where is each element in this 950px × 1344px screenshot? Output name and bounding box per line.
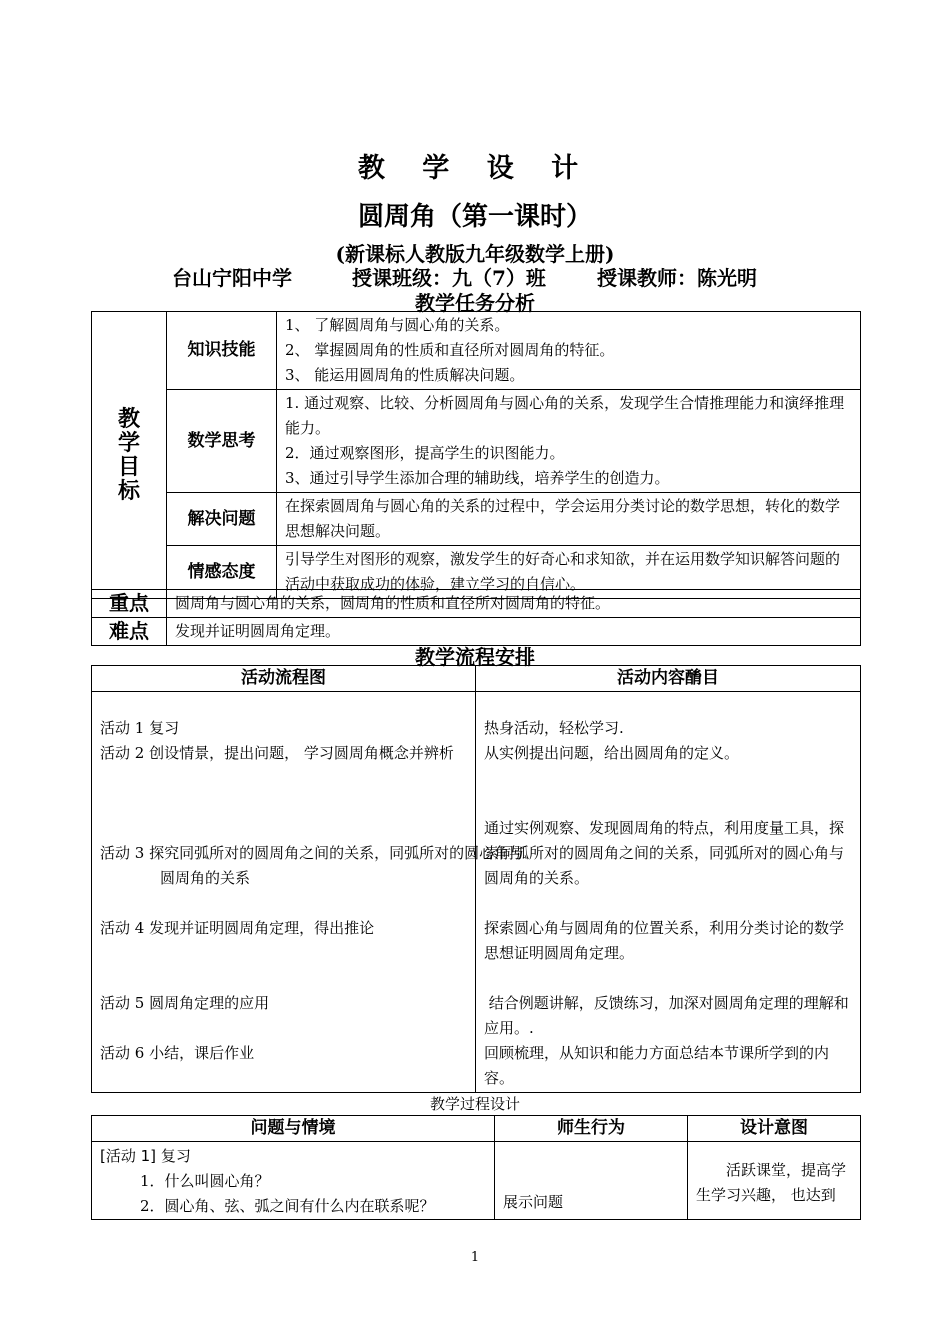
content-3: 通过实例观察、发现圆周角的特点，利用度量工具，探索同弧所对的圆周角之间的关系，同弧所对的圆心角与圆周角的关系。 — [484, 819, 845, 887]
key-points-table — [91, 589, 861, 646]
lesson-title: 圆周角（第一课时） — [357, 202, 592, 232]
attitude-content: 引导学生对图形的观察，激发学生的好奇心和求知欲，并在运用数学知识解答问题的活动中获取成功的体验，建立学习的自信心。 — [277, 546, 861, 599]
key-point-content: 圆周角与圆心角的关系，圆周角的性质和直径所对圆周角的特征。 — [167, 590, 861, 618]
teacher-info: 授课教师：陈光明 — [597, 266, 757, 290]
content-2: 从实例提出问题，给出圆周角的定义。 — [484, 744, 740, 762]
flow-col2-header: 活动内容酳目 — [476, 666, 861, 692]
process-table — [91, 1115, 861, 1220]
activity-6: 活动 6 小结，课后作业 — [100, 1044, 255, 1062]
activity-5: 活动 5 圆周角定理的应用 — [100, 994, 270, 1012]
process-behavior-cell: 展示问题 — [495, 1142, 688, 1220]
edition-line: (新课标人教版九年级数学上册) — [335, 242, 615, 266]
question-1: 1．什么叫圆心角？ — [140, 1172, 270, 1190]
content-6: 回顾梳理，从知识和能力方面总结本节课所学到的内容。 — [484, 1044, 830, 1087]
difficulty-label: 难点 — [92, 618, 167, 646]
knowledge-skill-content: 1、 了解圆周角与圆心角的关系。 2、 掌握圆周角的性质和直径所对圆周角的特征。 3、 能运用圆周角的性质解决问题。 — [277, 312, 861, 390]
class-info: 授课班级：九（7）班 — [352, 266, 546, 290]
flow-contents — [476, 692, 861, 1093]
problem-solving-content: 在探索圆周角与圆心角的关系的过程中，学会运用分类讨论的数学思想，转化的数学思想解决问题。 — [277, 493, 861, 546]
content-1: 热身活动，轻松学习. — [484, 719, 624, 737]
flow-col1-header: 活动流程图 — [92, 666, 476, 692]
knowledge-skill-label: 知识技能 — [167, 312, 277, 390]
activity-4: 活动 4 发现并证明圆周角定理，得出推论 — [100, 919, 375, 937]
task-analysis-title: 教学任务分析 — [415, 291, 535, 315]
process-col1-header: 问题与情境 — [92, 1116, 495, 1142]
process-situation-cell — [92, 1142, 495, 1220]
process-intent-cell: 活跃课堂，提高学生学习兴趣， 也达到 — [688, 1142, 861, 1220]
page-number: 1 — [470, 1250, 480, 1265]
question-2: 2．圆心角、弦、弧之间有什么内在联系呢？ — [140, 1197, 435, 1215]
content-4: 探索圆心角与圆周角的位置关系，利用分类讨论的数学思想证明圆周角定理。 — [484, 919, 845, 962]
process-col3-header: 设计意图 — [688, 1116, 861, 1142]
process-title: 教学过程设计 — [429, 1095, 520, 1113]
flow-activities — [92, 692, 525, 1093]
document-title: 教 学 设 计 — [357, 153, 593, 184]
attitude-label: 情感态度 — [167, 546, 277, 599]
math-thinking-label: 数学思考 — [167, 390, 277, 493]
process-col2-header: 师生行为 — [495, 1116, 688, 1142]
goal-label: 教 学 目 标 — [92, 312, 167, 599]
difficulty-content: 发现并证明圆周角定理。 — [167, 618, 861, 646]
activity-3: 活动 3 探究同弧所对的圆周角之间的关系，同弧所对的圆心角与圆周角的关系 — [100, 844, 525, 887]
activity-tag: [活动 1] — [100, 1147, 157, 1165]
school-name: 台山宁阳中学 — [172, 266, 292, 290]
math-thinking-content: 1. 通过观察、比较、分析圆周角与圆心角的关系，发现学生合情推理能力和演绎推理能力。 2．通过观察图形，提高学生的识图能力。 3、通过引导学生添加合理的辅助线，培养学生的创造力。 — [277, 390, 861, 493]
content-5: 结合例题讲解，反馈练习，加深对圆周角定理的理解和应用。. — [484, 994, 849, 1037]
activity-2: 活动 2 创设情景，提出问题， 学习圆周角概念并辨析 — [100, 744, 454, 762]
key-point-label: 重点 — [92, 590, 167, 618]
flow-table — [91, 665, 861, 1093]
problem-solving-label: 解决问题 — [167, 493, 277, 546]
task-analysis-table — [91, 311, 861, 599]
activity-1: 活动 1 复习 — [100, 719, 180, 737]
activity-title: 复习 — [160, 1147, 191, 1165]
flow-title: 教学流程安排 — [415, 645, 535, 669]
